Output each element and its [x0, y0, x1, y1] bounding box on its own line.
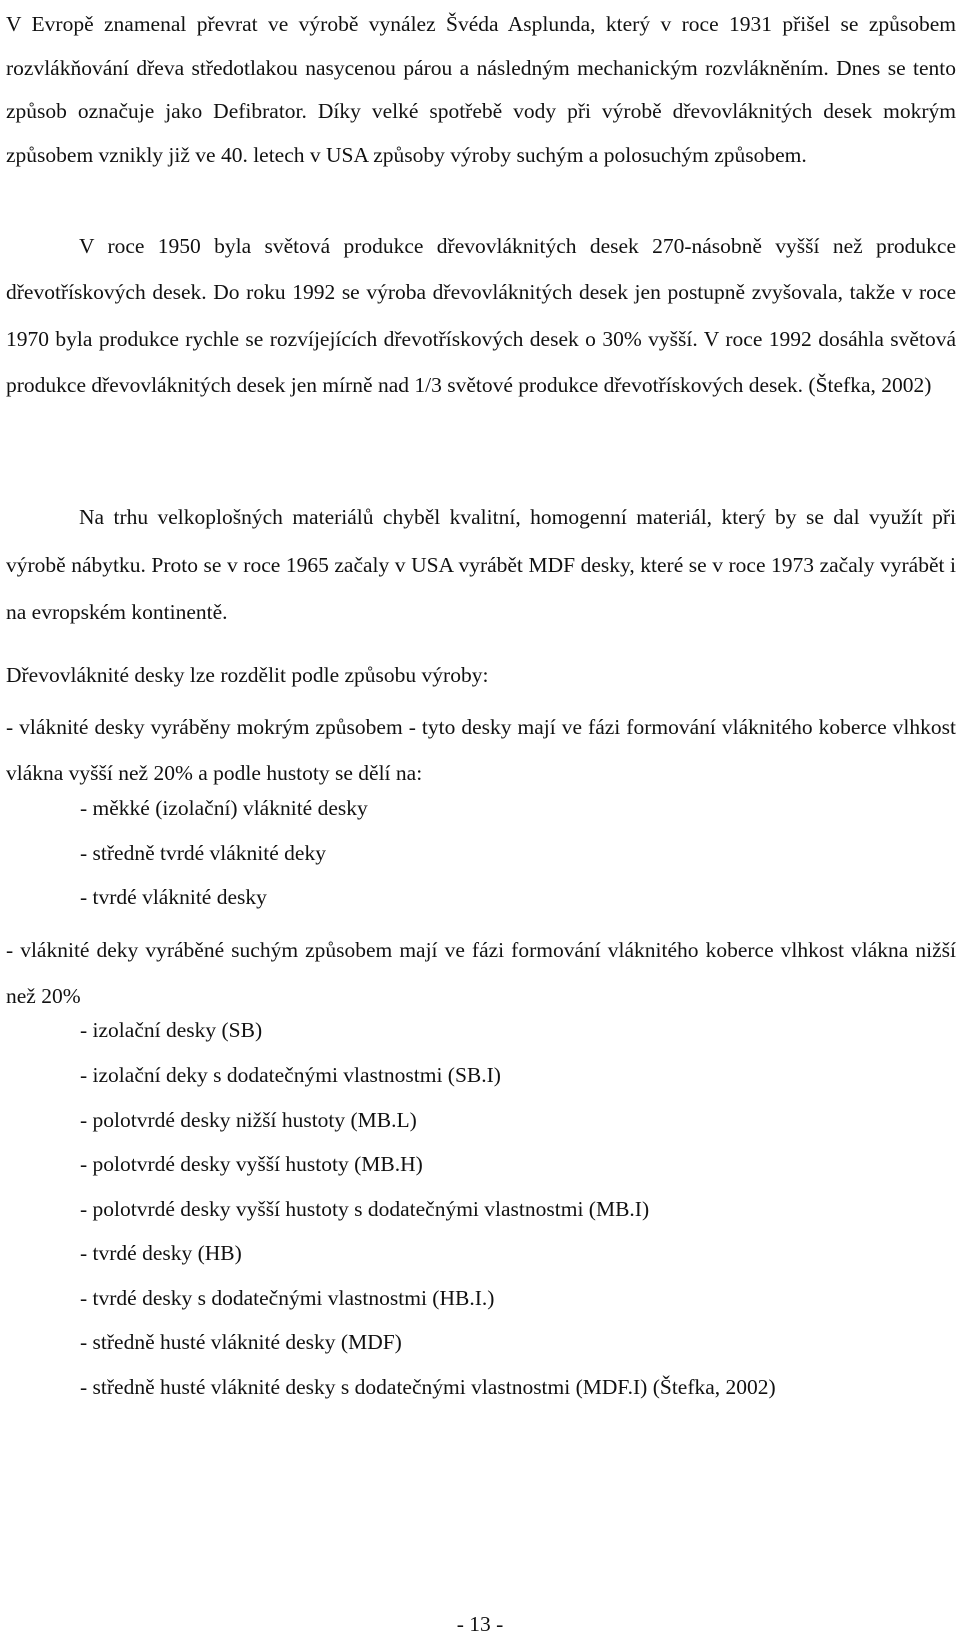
- dry-item-mbh: - polotvrdé desky vyšší hustoty (MB.H): [80, 1152, 423, 1176]
- paragraph-production-1950: V roce 1950 byla světová produkce dřevovláknitých desek 270-násobně vyšší než produkce dřevotřískových desek. Do roku 1992 se výroba dřevovláknitých desek jen postupně zvyšovala, takže v roce 1970 byla produkce rychle se rozvíjejících dřevotřískových desek o 30% vyšší. V roce 1992 dosáhla světová produkce dřevovláknitých desek jen mírně nad 1/3 světové produkce dřevotřískových desek. (Štefka, 2002): [6, 234, 956, 398]
- page-number: - 13 -: [456, 1612, 504, 1636]
- dry-item-mdfi: - středně husté vláknité desky s dodatečnými vlastnostmi (MDF.I) (Štefka, 2002): [80, 1375, 776, 1399]
- paragraph-asplund: V Evropě znamenal převrat ve výrobě vynález Švéda Asplunda, který v roce 1931 přišel se způsobem rozvlákňování dřeva středotlakou nasycenou párou a následným mechanickým rozvlákněním. Dnes se tento způsob označuje jako Defibrator. Díky velké spotřebě vody při výrobě dřevovláknitých desek mokrým způsobem vznikly již ve 40. letech v USA způsoby výroby suchým a polosuchým způsobem.: [6, 12, 956, 167]
- wet-process-lead: - vláknité desky vyráběny mokrým způsobem - tyto desky mají ve fázi formování vláknitého koberce vlhkost vlákna vyšší než 20% a podle hustoty se dělí na:: [6, 715, 956, 785]
- dry-item-mbi: - polotvrdé desky vyšší hustoty s dodatečnými vlastnostmi (MB.I): [80, 1197, 650, 1221]
- classification-intro: Dřevovláknité desky lze rozdělit podle způsobu výroby:: [6, 663, 489, 687]
- dry-item-hbi: - tvrdé desky s dodatečnými vlastnostmi (HB.I.): [80, 1286, 495, 1310]
- dry-item-sb: - izolační desky (SB): [80, 1018, 263, 1042]
- dry-item-mbl: - polotvrdé desky nižší hustoty (MB.L): [80, 1108, 417, 1132]
- dry-item-mdf: - středně husté vláknité desky (MDF): [80, 1330, 402, 1354]
- wet-item-hard: - tvrdé vláknité desky: [80, 885, 267, 909]
- dry-item-sbi: - izolační deky s dodatečnými vlastnostmi (SB.I): [80, 1063, 501, 1087]
- paragraph-mdf-history: Na trhu velkoplošných materiálů chyběl kvalitní, homogenní materiál, který by se dal využít při výrobě nábytku. Proto se v roce 1965 začaly v USA vyrábět MDF desky, které se v roce 1973 začaly vyrábět i na evropském kontinentě.: [6, 505, 956, 624]
- dry-item-hb: - tvrdé desky (HB): [80, 1241, 242, 1265]
- wet-item-medium: - středně tvrdé vláknité deky: [80, 841, 326, 865]
- wet-item-soft: - měkké (izolační) vláknité desky: [80, 796, 368, 820]
- dry-process-lead: - vláknité deky vyráběné suchým způsobem mají ve fázi formování vláknitého koberce vlhkost vlákna nižší než 20%: [6, 938, 956, 1008]
